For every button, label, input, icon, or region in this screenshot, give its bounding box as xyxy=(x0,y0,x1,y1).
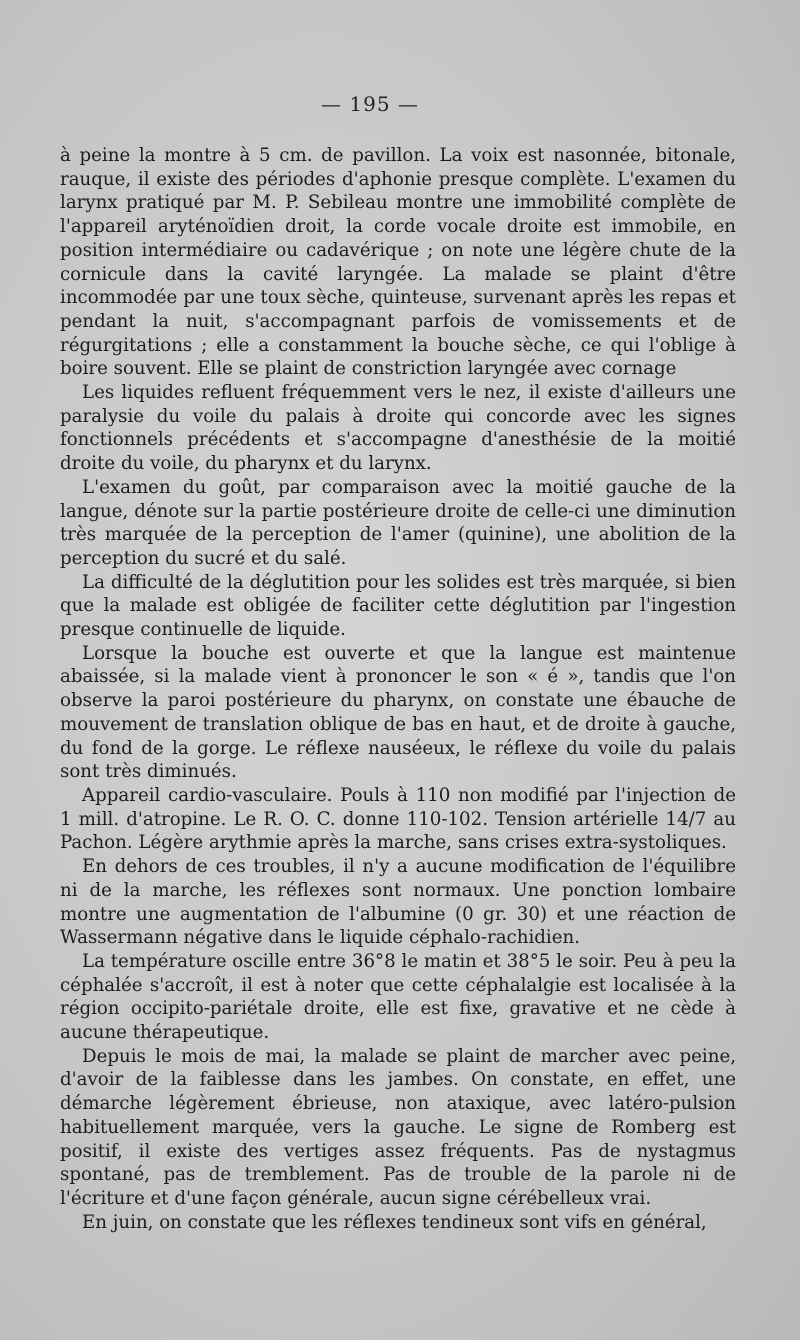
page-number: — 195 — xyxy=(321,92,419,116)
paragraph: à peine la montre à 5 cm. de pavillon. La voix est nasonnée, bitonale, rauque, il existe des périodes d'aphonie presque complète. L'examen du larynx pratiqué par M. P. Sebileau montre une immobilité complète de l'appareil aryténoïdien droit, la corde vocale droite est immobile, en position intermédiaire ou cadavérique ; on note une légère chute de la cornicule dans la cavité laryngée. La malade se plaint d'être incommodée par une toux sèche, quinteuse, survenant après les repas et pendant la nuit, s'accompagnant parfois de vomissements et de régurgitations ; elle a constamment la bouche sèche, ce qui l'oblige à boire souvent. Elle se plaint de constriction laryngée avec cornage xyxy=(60,145,736,380)
paragraph: Appareil cardio-vasculaire. Pouls à 110 non modifié par l'injection de 1 mill. d'atropine. Le R. O. C. donne 110-102. Tension artérielle 14/7 au Pachon. Légère arythmie après la marche, sans crises extra-systoliques. xyxy=(60,784,736,854)
paragraph: En dehors de ces troubles, il n'y a aucune modification de l'équilibre ni de la marche, les réflexes sont normaux. Une ponction lombaire montre une augmentation de l'albumine (0 gr. 30) et une réaction de Wassermann négative dans le liquide céphalo-rachidien. xyxy=(60,856,736,949)
paragraph: La température oscille entre 36°8 le matin et 38°5 le soir. Peu à peu la céphalée s'accroît, il est à noter que cette céphalalgie est localisée à la région occipito-pariétale droite, elle est fixe, gravative et ne cède à aucune thérapeutique. xyxy=(60,950,736,1044)
paragraph: Les liquides refluent fréquemment vers le nez, il existe d'ailleurs une paralysie du voile du palais à droite qui concorde avec les signes fonctionnels précédents et s'accompagne d'anesthésie de la moitié droite du voile, du pharynx et du larynx. xyxy=(60,382,736,475)
paragraph: En juin, on constate que les réflexes tendineux sont vifs en général, xyxy=(82,1211,707,1233)
paragraph: Depuis le mois de mai, la malade se plaint de marcher avec peine, d'avoir de la faiblesse dans les jambes. On constate, en effet, une démarche légèrement ébrieuse, non ataxique, avec latéro-pulsion habituellement marquée, vers la gauche. Le signe de Romberg est positif, il existe des vertiges assez fréquents. Pas de nystagmus spontané, pas de tremblement. Pas de trouble de la parole ni de l'écriture et d'une façon générale, aucun signe cérébelleux vrai. xyxy=(60,1045,736,1209)
paragraph: Lorsque la bouche est ouverte et que la langue est maintenue abaissée, si la malade vient à prononcer le son « é », tandis que l'on observe la paroi postérieure du pharynx, on constate une ébauche de mouvement de translation oblique de bas en haut, et de droite à gauche, du fond de la gorge. Le réflexe nauséeux, le réflexe du voile du palais sont très diminués. xyxy=(60,642,736,783)
paragraph: L'examen du goût, par comparaison avec la moitié gauche de la langue, dénote sur la partie postérieure droite de celle-ci une diminution très marquée de la perception de l'amer (quinine), une abolition de la perception du sucré et du salé. xyxy=(60,476,736,569)
paragraph: La difficulté de la déglutition pour les solides est très marquée, si bien que la malade est obligée de faciliter cette déglutition par l'ingestion presque continuelle de liquide. xyxy=(60,571,736,641)
body-text xyxy=(60,144,736,1234)
